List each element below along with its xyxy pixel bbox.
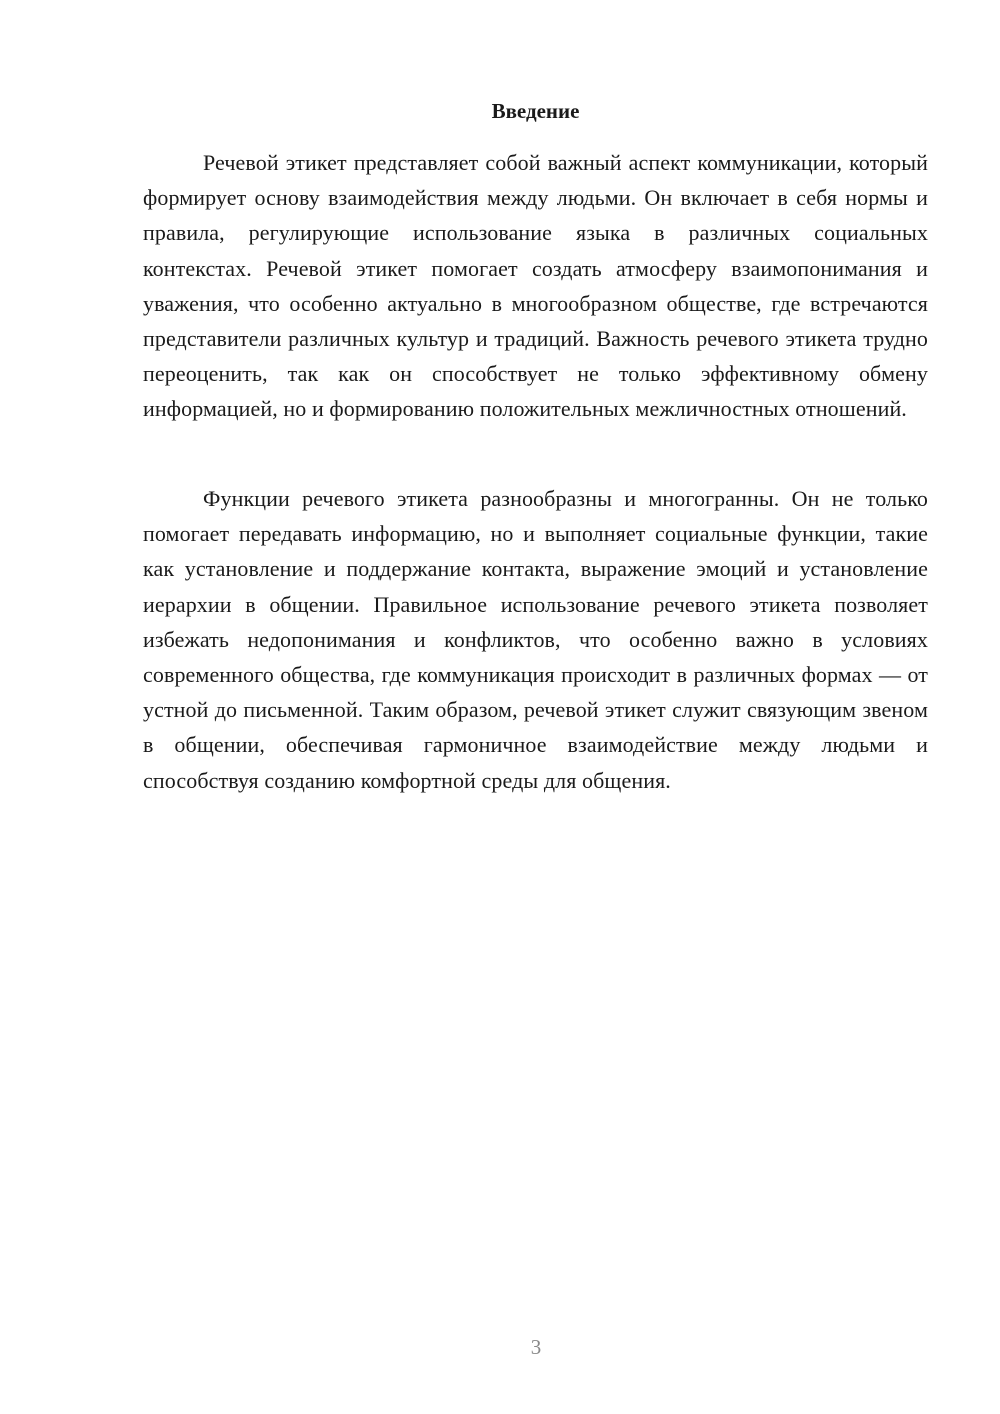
paragraph-speech-etiquette-intro: Речевой этикет представляет собой важный аспект коммуникации, который формирует основу взаимодействия между людьми. Он включает в себя нормы и правила, регулирующие использование языка в различных социальных контекстах. Речевой этикет помогает создать атмосферу взаимопонимания и уважения, что особенно актуально в многообразном обществе, где встречаются представители различных культур и традиций. Важность речевого этикета трудно переоценить, так как он способствует не только эффективному обмену информацией, но и формированию положительных межличностных отношений.: [143, 150, 928, 422]
section-heading: Введение: [491, 99, 580, 123]
page-number: 3: [530, 1335, 542, 1359]
paragraph-speech-etiquette-functions: Функции речевого этикета разнообразны и многогранны. Он не только помогает передавать информацию, но и выполняет социальные функции, такие как установление и поддержание контакта, выражение эмоций и установление иерархии в общении. Правильное использование речевого этикета позволяет избежать недопонимания и конфликтов, что особенно важно в условиях современного общества, где коммуникация происходит в различных формах — от устной до письменной. Таким образом, речевой этикет служит связующим звеном в общении, обеспечивая гармоничное взаимодействие между людьми и способствуя созданию комфортной среды для общения.: [143, 486, 928, 793]
